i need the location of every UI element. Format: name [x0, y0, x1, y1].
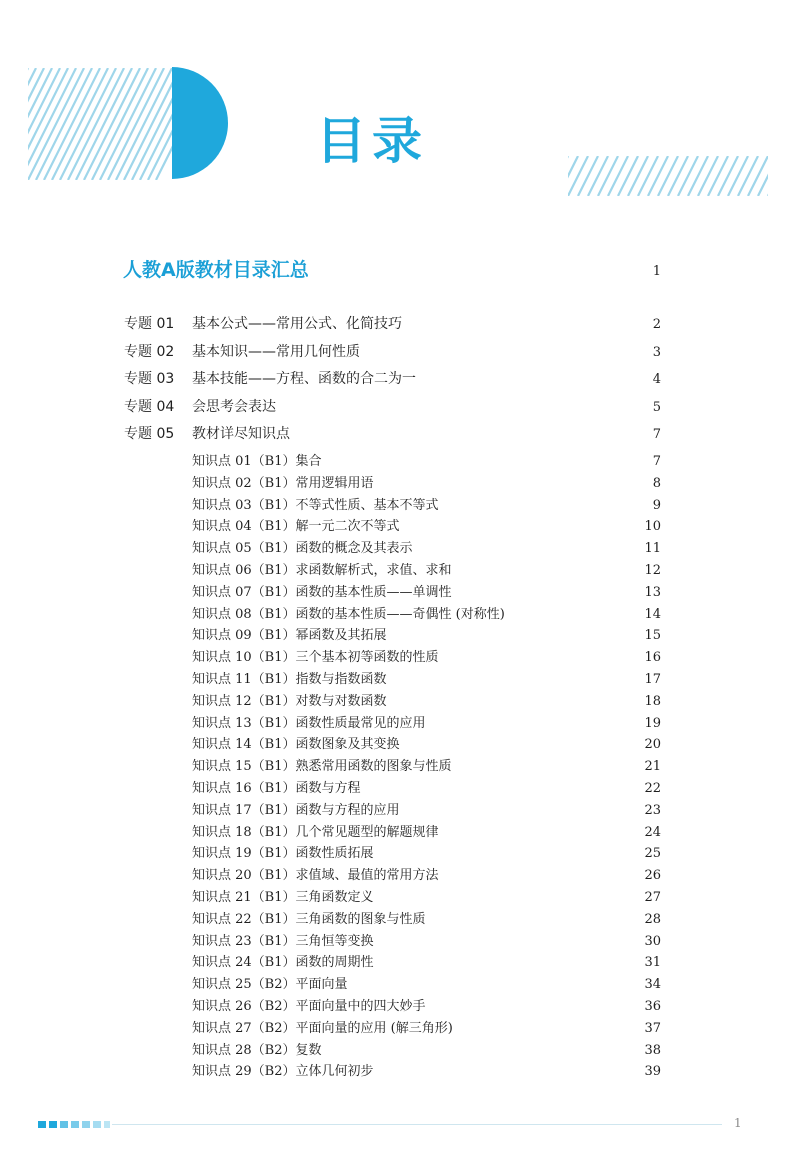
knowledge-point-entry[interactable] — [192, 865, 661, 887]
knowledge-point-title: 知识点 17（B1）函数与方程的应用 — [192, 802, 400, 818]
knowledge-point-title: 知识点 21（B1）三角函数定义 — [192, 889, 374, 905]
topic-page-number: 3 — [652, 344, 661, 360]
knowledge-point-page-number: 25 — [644, 846, 661, 862]
topic-number: 专题 03 — [124, 371, 175, 388]
knowledge-point-page-number: 9 — [652, 497, 661, 513]
topic-page-number: 2 — [652, 317, 661, 332]
topic-number: 专题 04 — [124, 398, 175, 415]
knowledge-point-entry[interactable] — [192, 625, 661, 647]
knowledge-point-title: 知识点 13（B1）函数性质最常见的应用 — [192, 715, 426, 731]
knowledge-point-entry[interactable] — [192, 843, 661, 865]
knowledge-point-title: 知识点 19（B1）函数性质拓展 — [192, 846, 374, 862]
knowledge-point-page-number: 14 — [644, 606, 661, 622]
topic-title: 基本知识——常用几何性质 — [192, 343, 360, 360]
topic-entry[interactable] — [124, 421, 661, 449]
knowledge-point-page-number: 36 — [644, 998, 661, 1014]
knowledge-point-entry[interactable] — [192, 800, 661, 822]
knowledge-point-entry[interactable] — [192, 974, 661, 996]
knowledge-point-page-number: 27 — [644, 889, 661, 905]
knowledge-point-page-number: 12 — [644, 562, 661, 578]
knowledge-point-page-number: 38 — [644, 1042, 661, 1058]
knowledge-point-entry[interactable] — [192, 909, 661, 931]
knowledge-point-entry[interactable] — [192, 669, 661, 691]
knowledge-point-title: 知识点 10（B1）三个基本初等函数的性质 — [192, 650, 439, 666]
knowledge-point-title: 知识点 12（B1）对数与对数函数 — [192, 693, 387, 709]
knowledge-point-entry[interactable] — [192, 582, 661, 604]
topic-title: 基本技能——方程、函数的合二为一 — [192, 371, 416, 388]
knowledge-point-page-number: 18 — [644, 693, 661, 709]
knowledge-point-title: 知识点 03（B1）不等式性质、基本不等式 — [192, 497, 439, 513]
knowledge-point-page-number: 13 — [644, 584, 661, 600]
knowledge-point-entry[interactable] — [192, 734, 661, 756]
topic-title: 教材详尽知识点 — [192, 426, 290, 443]
knowledge-point-entry[interactable] — [192, 495, 661, 517]
topic-entry[interactable] — [124, 311, 661, 339]
knowledge-point-title: 知识点 05（B1）函数的概念及其表示 — [192, 541, 413, 557]
topic-entry[interactable] — [124, 366, 661, 394]
knowledge-point-entry[interactable] — [192, 996, 661, 1018]
knowledge-point-entry[interactable] — [192, 451, 661, 473]
knowledge-point-entry[interactable] — [192, 1018, 661, 1040]
knowledge-point-title: 知识点 25（B2）平面向量 — [192, 977, 348, 993]
knowledge-point-entry[interactable] — [192, 647, 661, 669]
knowledge-point-entry[interactable] — [192, 538, 661, 560]
knowledge-point-entry[interactable] — [192, 473, 661, 495]
knowledge-point-page-number: 11 — [644, 541, 661, 557]
knowledge-point-title: 知识点 23（B1）三角恒等变换 — [192, 933, 374, 949]
footer-dash-decoration — [38, 1121, 110, 1129]
knowledge-point-title: 知识点 01（B1）集合 — [192, 454, 322, 469]
knowledge-point-title: 知识点 14（B1）函数图象及其变换 — [192, 737, 400, 753]
knowledge-point-entry[interactable] — [192, 560, 661, 582]
knowledge-point-page-number: 20 — [644, 737, 661, 753]
topic-title: 基本公式——常用公式、化简技巧 — [192, 316, 402, 332]
knowledge-point-page-number: 22 — [644, 780, 661, 796]
knowledge-point-page-number: 17 — [644, 671, 661, 687]
knowledge-point-title: 知识点 09（B1）幂函数及其拓展 — [192, 628, 387, 644]
topic-page-number: 5 — [652, 399, 661, 415]
knowledge-point-title: 知识点 08（B1）函数的基本性质——奇偶性 (对称性) — [192, 606, 505, 622]
knowledge-point-title: 知识点 07（B1）函数的基本性质——单调性 — [192, 584, 452, 600]
knowledge-point-page-number: 8 — [652, 475, 661, 491]
knowledge-point-entry[interactable] — [192, 1061, 661, 1083]
topic-page-number: 7 — [652, 427, 661, 443]
knowledge-point-page-number: 7 — [652, 454, 661, 469]
knowledge-point-title: 知识点 26（B2）平面向量中的四大妙手 — [192, 998, 426, 1014]
knowledge-point-title: 知识点 06（B1）求函数解析式，求值、求和 — [192, 562, 452, 578]
knowledge-point-page-number: 21 — [644, 759, 661, 775]
topic-title: 会思考会表达 — [192, 398, 276, 415]
knowledge-point-title: 知识点 02（B1）常用逻辑用语 — [192, 475, 374, 491]
knowledge-point-page-number: 16 — [644, 650, 661, 666]
knowledge-point-page-number: 19 — [644, 715, 661, 731]
footer-rule — [112, 1124, 722, 1125]
knowledge-point-list — [192, 451, 661, 1083]
knowledge-point-entry[interactable] — [192, 931, 661, 953]
topic-number: 专题 02 — [124, 343, 175, 360]
knowledge-point-entry[interactable] — [192, 1040, 661, 1062]
knowledge-point-page-number: 28 — [644, 911, 661, 927]
knowledge-point-entry[interactable] — [192, 691, 661, 713]
knowledge-point-title: 知识点 16（B1）函数与方程 — [192, 780, 361, 796]
knowledge-point-page-number: 23 — [644, 802, 661, 818]
footer-page-number: 1 — [734, 1116, 742, 1130]
knowledge-point-title: 知识点 28（B2）复数 — [192, 1042, 322, 1058]
knowledge-point-page-number: 34 — [644, 977, 661, 993]
diagonal-stripes-decoration — [28, 68, 178, 180]
topic-number: 专题 01 — [124, 316, 175, 332]
knowledge-point-entry[interactable] — [192, 778, 661, 800]
diagonal-stripes-decoration-right — [568, 156, 768, 196]
knowledge-point-title: 知识点 24（B1）函数的周期性 — [192, 955, 374, 971]
topic-list — [124, 311, 661, 449]
knowledge-point-entry[interactable] — [192, 822, 661, 844]
toc-summary-entry[interactable] — [123, 256, 661, 284]
knowledge-point-title: 知识点 29（B2）立体几何初步 — [192, 1064, 374, 1080]
knowledge-point-page-number: 24 — [644, 824, 661, 840]
knowledge-point-entry[interactable] — [192, 887, 661, 909]
knowledge-point-page-number: 10 — [644, 519, 661, 535]
topic-page-number: 4 — [652, 372, 661, 388]
summary-page-number: 1 — [652, 264, 661, 279]
knowledge-point-page-number: 37 — [644, 1020, 661, 1036]
knowledge-point-title: 知识点 20（B1）求值域、最值的常用方法 — [192, 868, 439, 884]
knowledge-point-page-number: 15 — [644, 628, 661, 644]
knowledge-point-title: 知识点 11（B1）指数与指数函数 — [192, 671, 387, 687]
knowledge-point-title: 知识点 15（B1）熟悉常用函数的图象与性质 — [192, 759, 452, 775]
knowledge-point-entry[interactable] — [192, 516, 661, 538]
summary-title: 人教A版教材目录汇总 — [123, 259, 309, 281]
knowledge-point-entry[interactable] — [192, 952, 661, 974]
half-disc-decoration — [172, 67, 234, 179]
knowledge-point-title: 知识点 04（B1）解一元二次不等式 — [192, 519, 400, 535]
knowledge-point-page-number: 30 — [644, 933, 661, 949]
knowledge-point-page-number: 39 — [644, 1064, 661, 1080]
topic-entry[interactable] — [124, 394, 661, 422]
knowledge-point-entry[interactable] — [192, 756, 661, 778]
knowledge-point-title: 知识点 27（B2）平面向量的应用 (解三角形) — [192, 1020, 453, 1036]
knowledge-point-title: 知识点 18（B1）几个常见题型的解题规律 — [192, 824, 439, 840]
knowledge-point-title: 知识点 22（B1）三角函数的图象与性质 — [192, 911, 426, 927]
page-title: 目录 — [316, 112, 428, 170]
knowledge-point-page-number: 31 — [644, 955, 661, 971]
knowledge-point-entry[interactable] — [192, 713, 661, 735]
topic-entry[interactable] — [124, 339, 661, 367]
knowledge-point-entry[interactable] — [192, 604, 661, 626]
topic-number: 专题 05 — [124, 426, 175, 443]
knowledge-point-page-number: 26 — [644, 868, 661, 884]
